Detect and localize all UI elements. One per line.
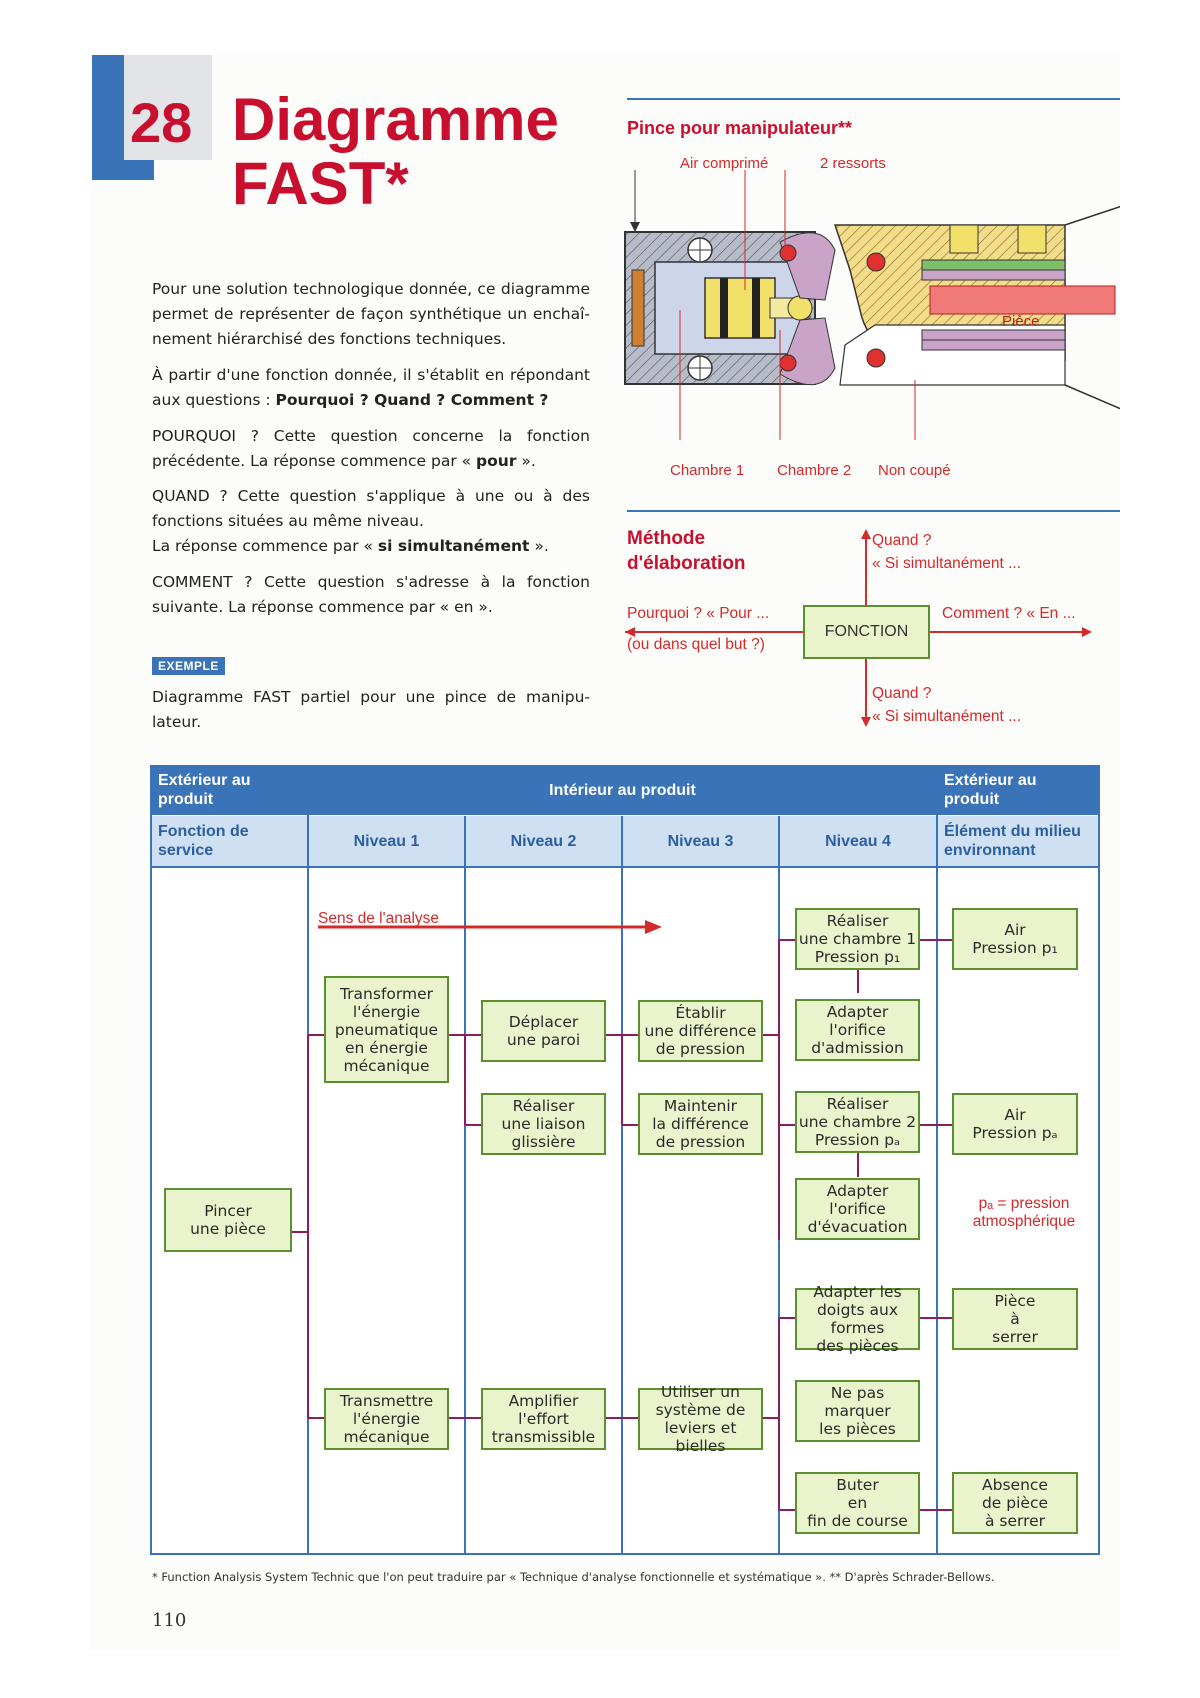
box-n4-orifice-admission bbox=[795, 999, 920, 1061]
p5-keyword: COMMENT bbox=[152, 573, 233, 591]
page-number: 110 bbox=[152, 1610, 187, 1631]
patm-note: pₐ = pression atmosphérique bbox=[972, 1195, 1076, 1230]
box-text: Adapter l'orifice d'admission bbox=[811, 1003, 904, 1057]
box-text: Amplifier l'effort transmissible bbox=[491, 1392, 596, 1446]
box-env-air-p1 bbox=[952, 908, 1078, 970]
p3-end: ». bbox=[516, 452, 536, 470]
box-n3-leviers bbox=[638, 1383, 763, 1455]
box-n2-liaison bbox=[481, 1093, 606, 1155]
col-fonction-service-text: Fonction de service bbox=[158, 823, 249, 859]
p3-keyword: POURQUOI bbox=[152, 427, 236, 445]
pince-title: Pince pour manipulateur** bbox=[627, 118, 853, 138]
box-n1-transformer bbox=[324, 976, 449, 1083]
box-text: Adapter l'orifice d'évacuation bbox=[807, 1182, 908, 1236]
box-env-absence-piece bbox=[952, 1472, 1078, 1534]
p2-text: À partir d'une fonction donnée, il s'établit en répondant aux questions : bbox=[152, 366, 590, 409]
col-niveau-4: Niveau 4 bbox=[780, 816, 936, 868]
box-text: Air Pression pₐ bbox=[972, 1106, 1058, 1142]
p4-keyword: QUAND bbox=[152, 487, 210, 505]
header-ext-right-text: Extérieur au produit bbox=[944, 772, 1037, 808]
box-n2-deplacer bbox=[481, 1000, 606, 1062]
title-line-2: FAST* bbox=[232, 150, 409, 217]
box-n2-amplifier bbox=[481, 1388, 606, 1450]
box-n4-adapter-doigts bbox=[795, 1283, 920, 1355]
p4-bold: si simultanément bbox=[377, 537, 530, 555]
methode-fonction-box: FONCTION bbox=[803, 605, 930, 659]
methode-title-2: d'élaboration bbox=[627, 553, 746, 574]
sens-analyse-label: Sens de l'analyse bbox=[318, 910, 440, 927]
methode-si-bottom: « Si simultanément ... bbox=[872, 708, 1022, 725]
box-env-air-pa bbox=[952, 1093, 1078, 1155]
methode-pourquoi: Pourquoi ? « Pour ... bbox=[627, 605, 770, 622]
p4-text-2: La réponse commence par « bbox=[152, 537, 378, 555]
col-niveau-3: Niveau 3 bbox=[623, 816, 778, 868]
intro-paragraph-1: Pour une solution technologique donnée, ce diagramme permet de représenter de façon synthétique un enchaî-nement hiérarchisé des fonctions techniques. bbox=[152, 280, 590, 348]
p3-text: ? Cette question concerne la fonction précédente. La réponse commence par « bbox=[152, 427, 590, 470]
box-n4-buter bbox=[795, 1472, 920, 1534]
box-text: Ne pas marquer les pièces bbox=[819, 1384, 896, 1438]
box-text: Absence de pièce à serrer bbox=[981, 1476, 1049, 1530]
col-element-milieu-text: Élément du milieu environnant bbox=[944, 823, 1081, 859]
box-n4-orifice-evacuation bbox=[795, 1178, 920, 1240]
methode-pourquoi-2: (ou dans quel but ?) bbox=[627, 636, 765, 653]
p4-end: ». bbox=[529, 537, 549, 555]
header-interieur: Intérieur au produit bbox=[309, 767, 936, 815]
methode-quand-bottom: Quand ? bbox=[872, 685, 932, 702]
label-chambre-1: Chambre 1 bbox=[670, 462, 745, 479]
p4-text: ? Cette question s'applique à une ou à des fonctions situées au même niveau. bbox=[152, 487, 590, 530]
col-niveau-2: Niveau 2 bbox=[466, 816, 621, 868]
methode-quand-top: Quand ? bbox=[872, 532, 932, 549]
box-text: Utiliser un système de leviers et bielles bbox=[655, 1383, 746, 1455]
box-n1-transmettre bbox=[324, 1388, 449, 1450]
box-text: Transmettre l'énergie mécanique bbox=[339, 1392, 434, 1446]
box-text: Adapter les doigts aux formes des pièces bbox=[813, 1283, 902, 1355]
title-line-1: Diagramme bbox=[232, 86, 559, 153]
box-text: Pièce à serrer bbox=[992, 1292, 1038, 1346]
label-air-comprime: Air comprimé bbox=[680, 155, 769, 172]
box-text: Pincer une pièce bbox=[190, 1202, 266, 1238]
box-n4-chambre-1 bbox=[795, 908, 920, 970]
p2-questions: Pourquoi ? Quand ? Comment ? bbox=[275, 391, 549, 409]
example-badge: EXEMPLE bbox=[152, 657, 225, 675]
col-niveau-1: Niveau 1 bbox=[309, 816, 464, 868]
header-ext-left-text: Extérieur au produit bbox=[158, 772, 251, 808]
methode-title-1: Méthode bbox=[627, 528, 706, 549]
p5-text: ? Cette question s'adresse à la fonction suivante. La réponse commence par « en ». bbox=[152, 573, 590, 616]
box-text: Établir une différence de pression bbox=[644, 1004, 757, 1058]
box-env-piece-a-serrer bbox=[952, 1288, 1078, 1350]
box-text: Transformer l'énergie pneumatique en énergie mécanique bbox=[334, 984, 439, 1075]
box-text: Air Pression p₁ bbox=[972, 921, 1058, 957]
box-n4-ne-pas-marquer bbox=[795, 1380, 920, 1442]
box-n3-maintenir bbox=[638, 1093, 763, 1155]
example-text: Diagramme FAST partiel pour une pince de manipu-lateur. bbox=[152, 688, 590, 731]
box-text: Déplacer une paroi bbox=[506, 1013, 581, 1049]
box-service-pincer bbox=[164, 1188, 292, 1252]
box-text: Maintenir la différence de pression bbox=[652, 1097, 749, 1151]
methode-comment: Comment ? « En ... bbox=[942, 605, 1076, 622]
label-2-ressorts: 2 ressorts bbox=[820, 155, 886, 172]
footnote: * Function Analysis System Technic que l'on peut traduire par « Technique d'analyse fonctionnelle et systématique ». ** D'après Schrader-Bellows. bbox=[152, 1570, 995, 1584]
box-text: Réaliser une chambre 2 Pression pₐ bbox=[798, 1095, 917, 1149]
label-chambre-2: Chambre 2 bbox=[777, 462, 852, 479]
chapter-number: 28 bbox=[130, 91, 193, 154]
box-n4-chambre-2 bbox=[795, 1091, 920, 1153]
label-piece: Pièce bbox=[1002, 313, 1040, 330]
p3-bold: pour bbox=[476, 452, 517, 470]
box-text: Réaliser une chambre 1 Pression p₁ bbox=[798, 912, 917, 966]
box-text: Buter en fin de course bbox=[807, 1476, 908, 1530]
label-non-coupe: Non coupé bbox=[878, 462, 951, 479]
box-n3-etablir bbox=[638, 1000, 763, 1062]
box-text: Réaliser une liaison glissière bbox=[501, 1097, 586, 1151]
methode-si-top: « Si simultanément ... bbox=[872, 555, 1022, 572]
